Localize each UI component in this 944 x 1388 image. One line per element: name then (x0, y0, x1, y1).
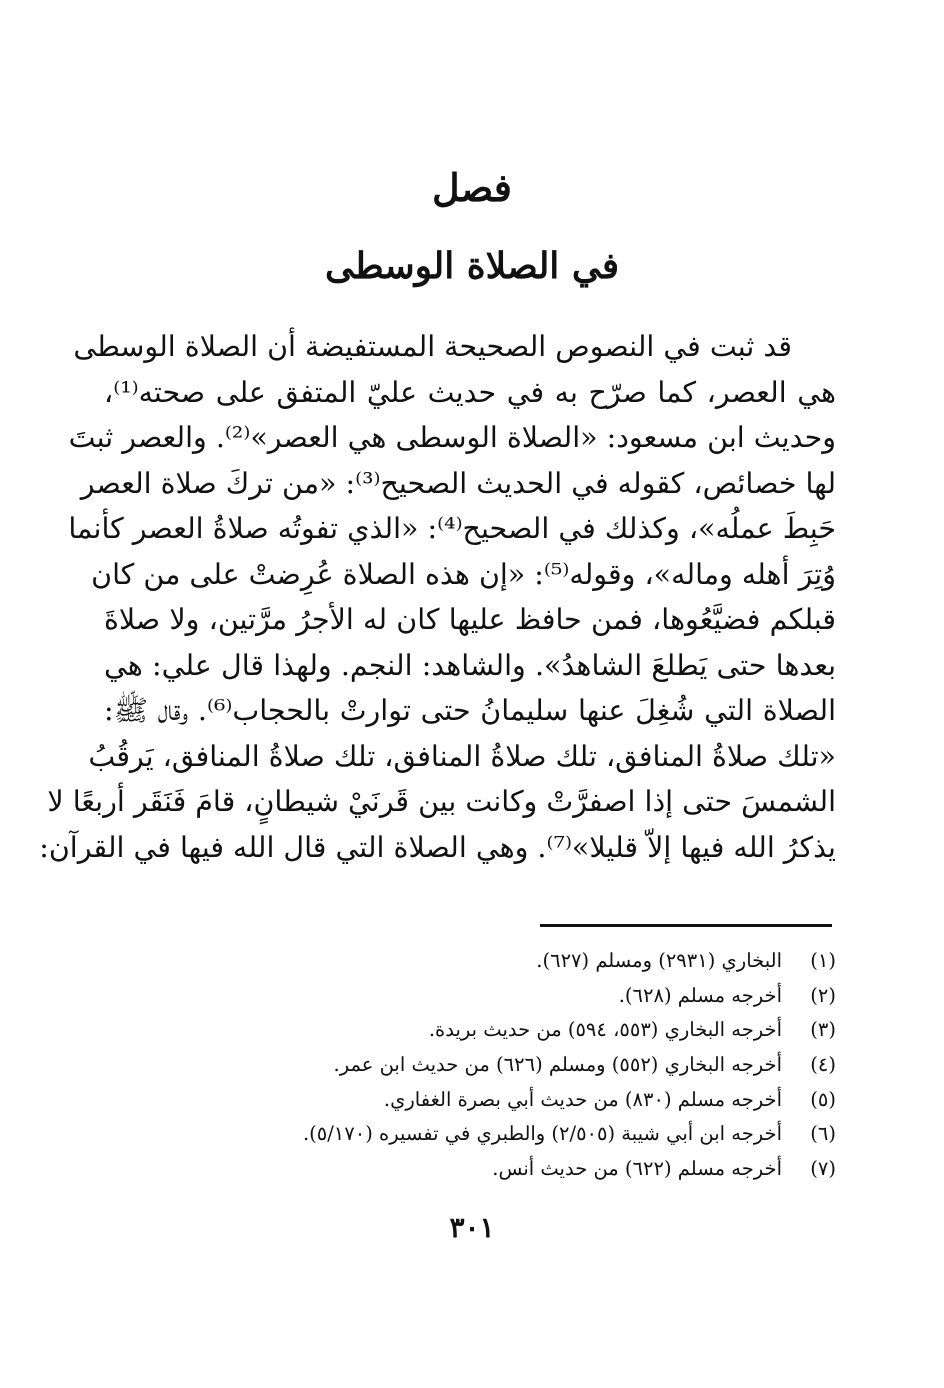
body-line: بعدها حتى يَطلعَ الشاهدُ». والشاهد: النجم. ولهذا قال علي: هي (104, 648, 836, 682)
footnote-divider (540, 924, 832, 927)
footnote-item (230, 1152, 836, 1187)
footnote-number: (٢) (810, 983, 836, 1007)
body-line: الصلاة التي شُغِلَ عنها سليمانُ حتى توارتْ بالحجاب⁽⁶⁾. وقال ﷺ: (104, 694, 836, 727)
footnote-number: (٧) (810, 1157, 836, 1181)
body-line: «تلك صلاةُ المنافق، تلك صلاةُ المنافق، تلك صلاةُ المنافق، يَرقُبُ (88, 739, 836, 773)
body-line: لها خصائص، كقوله في الحديث الصحيح⁽³⁾: «من تركَ صلاة العصر (80, 466, 836, 500)
body-line: هي العصر، كما صرّح به في حديث عليّ المتفق على صحته⁽¹⁾، (104, 375, 836, 409)
body-paragraph (39, 324, 836, 870)
footnote-item (230, 1013, 836, 1048)
footnote-number: (١) (810, 949, 836, 972)
footnote-text: أخرجه البخاري (٥٥٣، ٥٩٤) من حديث بريدة. (428, 1018, 782, 1042)
body-line: وحديث ابن مسعود: «الصلاة الوسطى هي العصر»⁽²⁾. والعصر ثبتَ (68, 421, 836, 454)
footnote-number: (٦) (810, 1122, 836, 1146)
body-line: يذكرُ الله فيها إلاّ قليلا»⁽⁷⁾. وهي الصلاة التي قال الله فيها في القرآن: (39, 830, 836, 864)
body-line: قبلكم فضيَّعُوها، فمن حافظ عليها كان له الأجرُ مرَّتين، ولا صلاةَ (104, 603, 836, 636)
footnote-text: البخاري (٢٩٣١) ومسلم (٦٢٧). (536, 949, 782, 972)
section-label: فصل (432, 165, 512, 210)
footnote-item (230, 1083, 836, 1118)
body-line: حَبِطَ عملُه»، وكذلك في الصحيح⁽⁴⁾: «الذي تفوتُه صلاةُ العصر كأنما (68, 512, 836, 545)
footnote-text: أخرجه البخاري (٥٥٢) ومسلم (٦٢٦) من حديث ابن عمر. (333, 1053, 782, 1077)
page-number: ٣٠١ (449, 1211, 495, 1244)
body-line: وُتِرَ أهله وماله»، وقوله⁽⁵⁾: «إن هذه الصلاة عُرِضتْ على من كان (91, 557, 836, 591)
footnote-text: أخرجه مسلم (٦٢٨). (618, 983, 782, 1007)
footnotes-list (230, 944, 836, 1187)
footnote-number: (٤) (810, 1053, 836, 1077)
body-line: الشمسَ حتى إذا اصفرَّتْ وكانت بين قَرنَيْ شيطانٍ، قامَ فَنَقَر أربعًا لا (47, 785, 836, 818)
footnote-text: أخرجه مسلم (٨٣٠) من حديث أبي بصرة الغفاري. (383, 1087, 782, 1111)
footnote-item (230, 979, 836, 1014)
footnote-item (230, 1048, 836, 1083)
footnote-text: أخرجه مسلم (٦٢٢) من حديث أنس. (492, 1157, 782, 1181)
section-title: في الصلاة الوسطى (324, 245, 620, 287)
body-line: قد ثبت في النصوص الصحيحة المستفيضة أن الصلاة الوسطى (73, 330, 792, 363)
footnote-item (230, 944, 836, 979)
footnote-item (230, 1117, 836, 1152)
footnote-text: أخرجه ابن أبي شيبة (٢/٥٠٥) والطبري في تفسيره (٥/١٧٠). (302, 1122, 782, 1146)
footnote-number: (٥) (810, 1087, 836, 1111)
footnote-number: (٣) (810, 1018, 836, 1042)
